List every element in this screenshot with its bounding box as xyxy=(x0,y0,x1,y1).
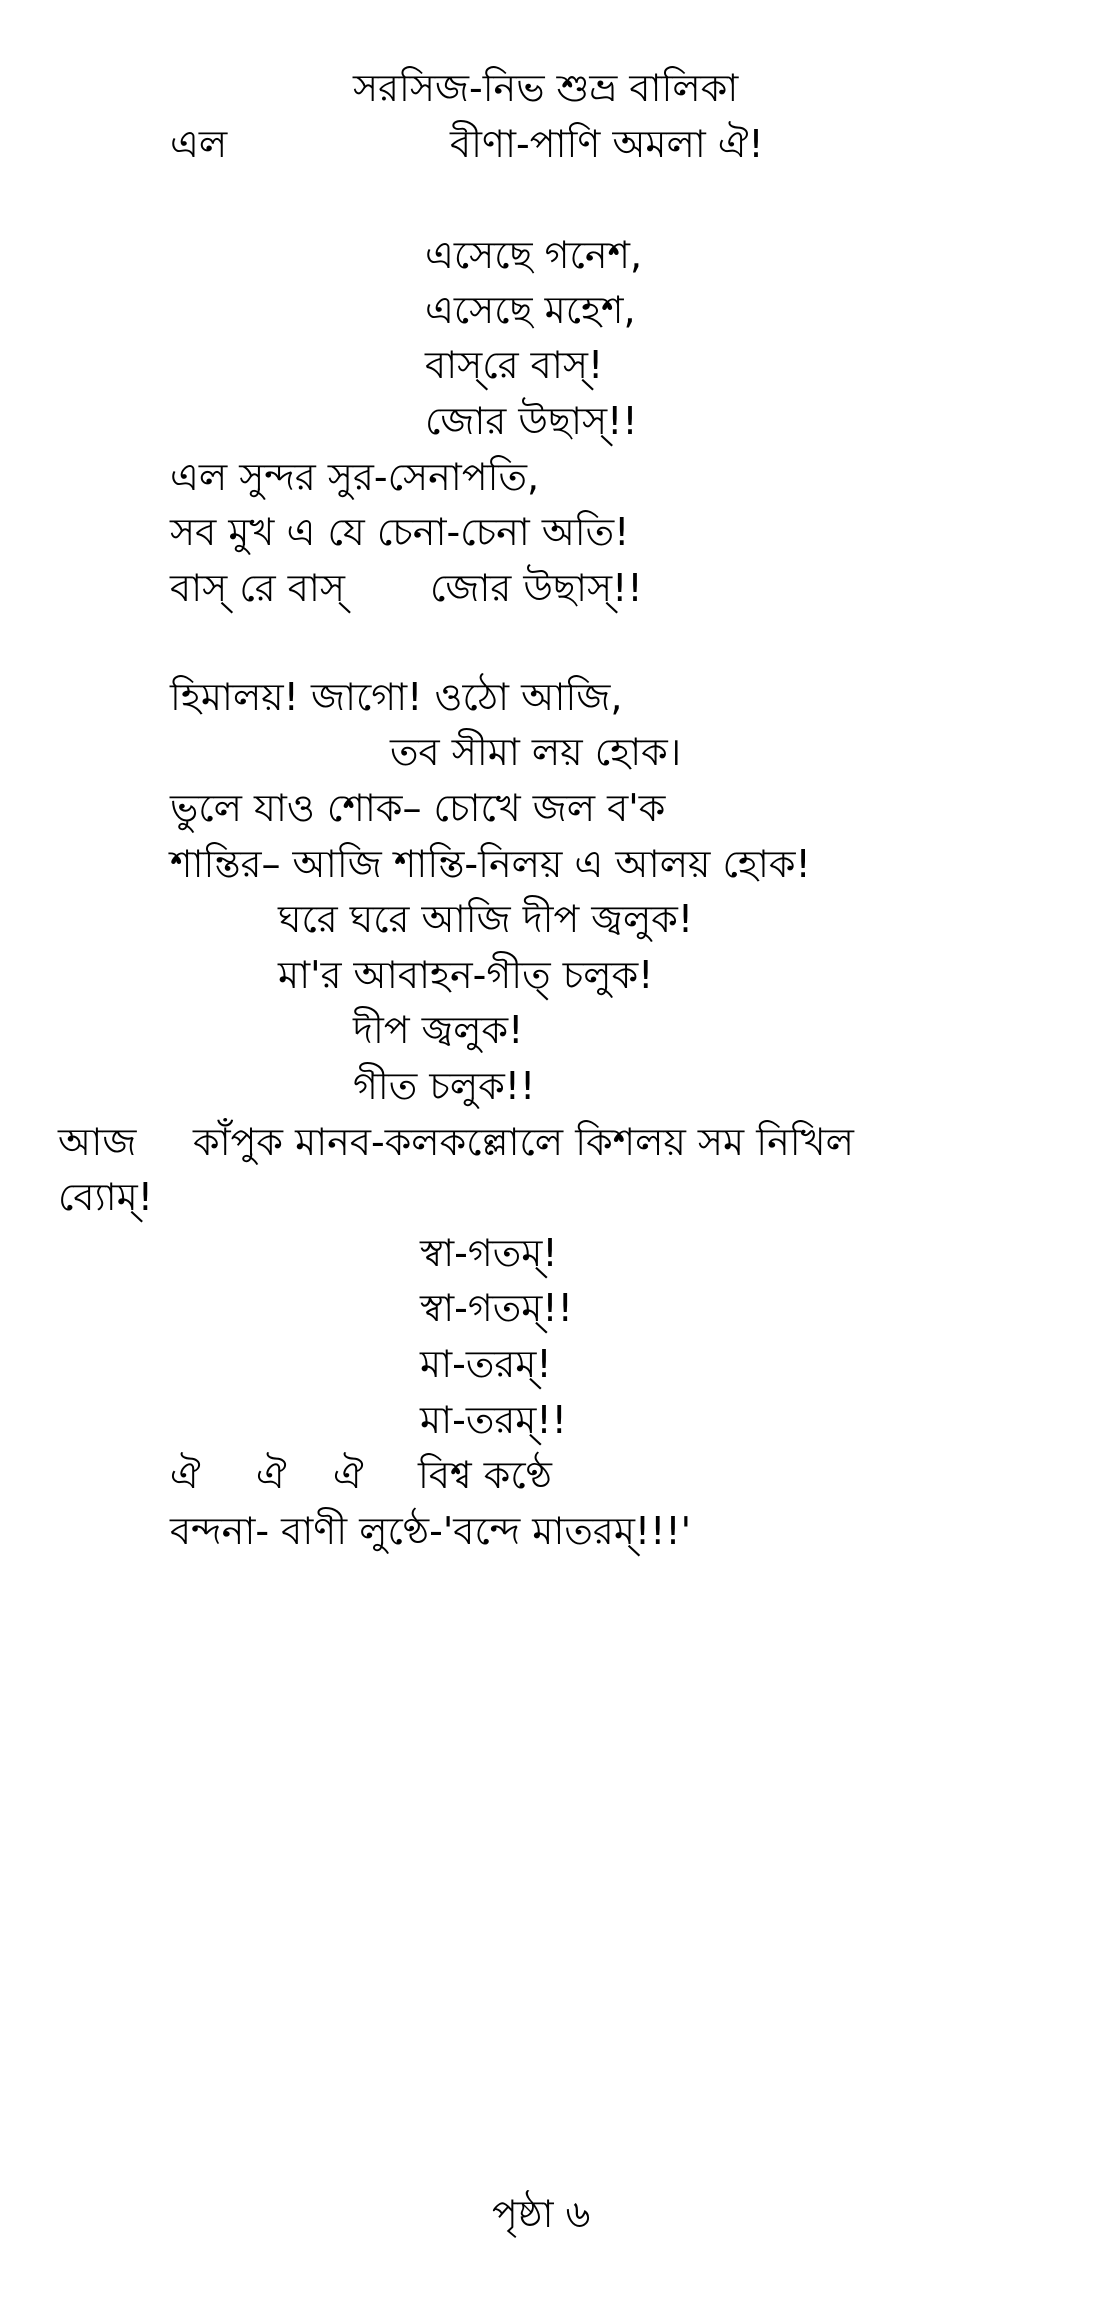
poem-line: ঘরে ঘরে আজি দীপ জ্বলুক! xyxy=(278,897,694,941)
poem-line: এসেছে মহেশ, xyxy=(425,288,636,332)
poem-line: এল সুন্দর সুর-সেনাপতি, xyxy=(170,455,540,499)
poem-line: ঐ xyxy=(256,1453,287,1497)
poem-line: বাস্‌ রে বাস্‌ xyxy=(170,566,346,610)
poem-line: মা'র আবাহন-গীত্‌ চলুক! xyxy=(278,953,654,997)
poem-line: তব সীমা লয় হোক। xyxy=(390,730,682,774)
poem-line: ভুলে যাও শোক– চোখে জল ব'ক xyxy=(170,786,666,830)
poem-line: হিমালয়! জাগো! ওঠো আজি, xyxy=(170,675,623,719)
poem-line: ব্যোম্‌! xyxy=(58,1175,153,1219)
poem-line: ঐ xyxy=(170,1453,201,1497)
poem-line: বন্দনা- বাণী লুণ্ঠে-'বন্দে মাতরম্‌!!!' xyxy=(170,1509,692,1553)
page-number: পৃষ্ঠা ৬ xyxy=(492,2192,591,2236)
poem-line: ঐ xyxy=(333,1453,364,1497)
poem-line: এল xyxy=(170,122,228,166)
poem-line: স্বা-গতম্‌!! xyxy=(420,1286,573,1330)
poem-line: গীত চলুক!! xyxy=(353,1064,536,1108)
poem-line: সরসিজ-নিভ শুভ্র বালিকা xyxy=(353,66,739,110)
poem-line: দীপ জ্বলুক! xyxy=(353,1008,524,1052)
poem-line: বিশ্ব কণ্ঠে xyxy=(418,1453,552,1497)
poem-line: শান্তির– আজি শান্তি-নিলয় এ আলয় হোক! xyxy=(170,842,811,886)
poem-line: বাস্‌রে বাস্‌! xyxy=(425,343,604,387)
poem-line: জোর উছাস্‌!! xyxy=(425,399,638,443)
poem-line: জোর উছাস্‌!! xyxy=(430,566,643,610)
poem-line: এসেছে গনেশ, xyxy=(425,233,643,277)
poem-line: স্বা-গতম্‌! xyxy=(420,1231,558,1275)
poem-line: বীণা-পাণি অমলা ঐ! xyxy=(450,122,764,166)
poem-line: মা-তরম্‌! xyxy=(420,1342,552,1386)
poem-line: মা-তরম্‌!! xyxy=(420,1398,567,1442)
poem-line: আজ xyxy=(58,1120,137,1164)
poem-line: কাঁপুক মানব-কলকল্লোলে কিশলয় সম নিখিল xyxy=(193,1120,854,1164)
poem-line: সব মুখ এ যে চেনা-চেনা অতি! xyxy=(170,510,630,554)
